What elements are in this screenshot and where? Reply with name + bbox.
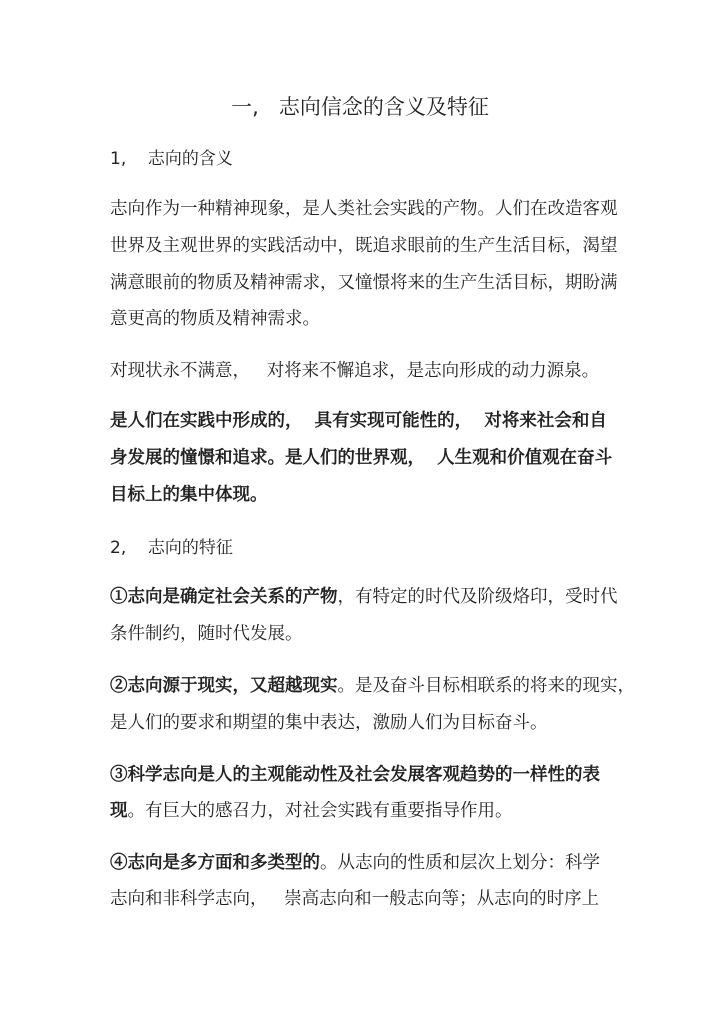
section-title: 一, 志向信念的含义及特征	[231, 95, 489, 119]
bold-paragraph-line: 身发展的憧憬和追求。是人们的世界观， 人生观和价值观在奋斗	[110, 448, 613, 468]
feature-4-lead: ④志向是多方面和多类型的	[110, 853, 320, 873]
subheading-features: 2, 志向的特征	[110, 538, 233, 558]
paragraph-line: 满意眼前的物质及精神需求，又憧憬将来的生产生活目标，期盼满	[110, 273, 618, 293]
feature-3-continuation	[110, 800, 513, 822]
feature-4-text: 。从志向的性质和层次上划分：科学	[320, 853, 600, 873]
feature-item-3: ③科学志向是人的主观能动性及社会发展客观趋势的一样性的表	[110, 765, 600, 785]
feature-1-lead: ①志向是确定社会关系的产物	[110, 587, 338, 607]
paragraph-line: 志向作为一种精神现象，是人类社会实践的产物。人们在改造客观	[110, 199, 618, 219]
paragraph-line: 是人们的要求和期望的集中表达，激励人们为目标奋斗。	[110, 713, 548, 733]
bold-paragraph-line: 是人们在实践中形成的， 具有实现可能性的， 对将来社会和自	[110, 411, 607, 431]
subheading-meaning: 1, 志向的含义	[110, 149, 233, 169]
feature-3-text: 。有巨大的感召力，对社会实践有重要指导作用。	[127, 801, 513, 821]
feature-3-lead-end: 现	[110, 801, 128, 821]
feature-1-text: ，有特定的时代及阶级烙印，受时代	[337, 587, 618, 607]
feature-2-lead: ②志向源于现实，又超越现实	[110, 676, 338, 696]
paragraph-line: 志向和非科学志向， 崇高志向和一般志向等；从志向的时序上	[110, 889, 600, 909]
paragraph-line: 条件制约，随时代发展。	[110, 624, 303, 644]
feature-2-text: 。是及奋斗目标相联系的将来的现实，	[337, 676, 635, 696]
paragraph-line: 意更高的物质及精神需求。	[110, 309, 320, 329]
paragraph-line: 对现状永不满意， 对将来不懈追求，是志向形成的动力源泉。	[110, 361, 600, 381]
feature-item-1	[110, 586, 618, 608]
paragraph-line: 世界及主观世界的实践活动中，既追求眼前的生产生活目标，渴望	[110, 236, 618, 256]
bold-paragraph-line: 目标上的集中体现。	[110, 485, 268, 505]
feature-item-2	[110, 675, 635, 697]
feature-item-4	[110, 852, 600, 874]
